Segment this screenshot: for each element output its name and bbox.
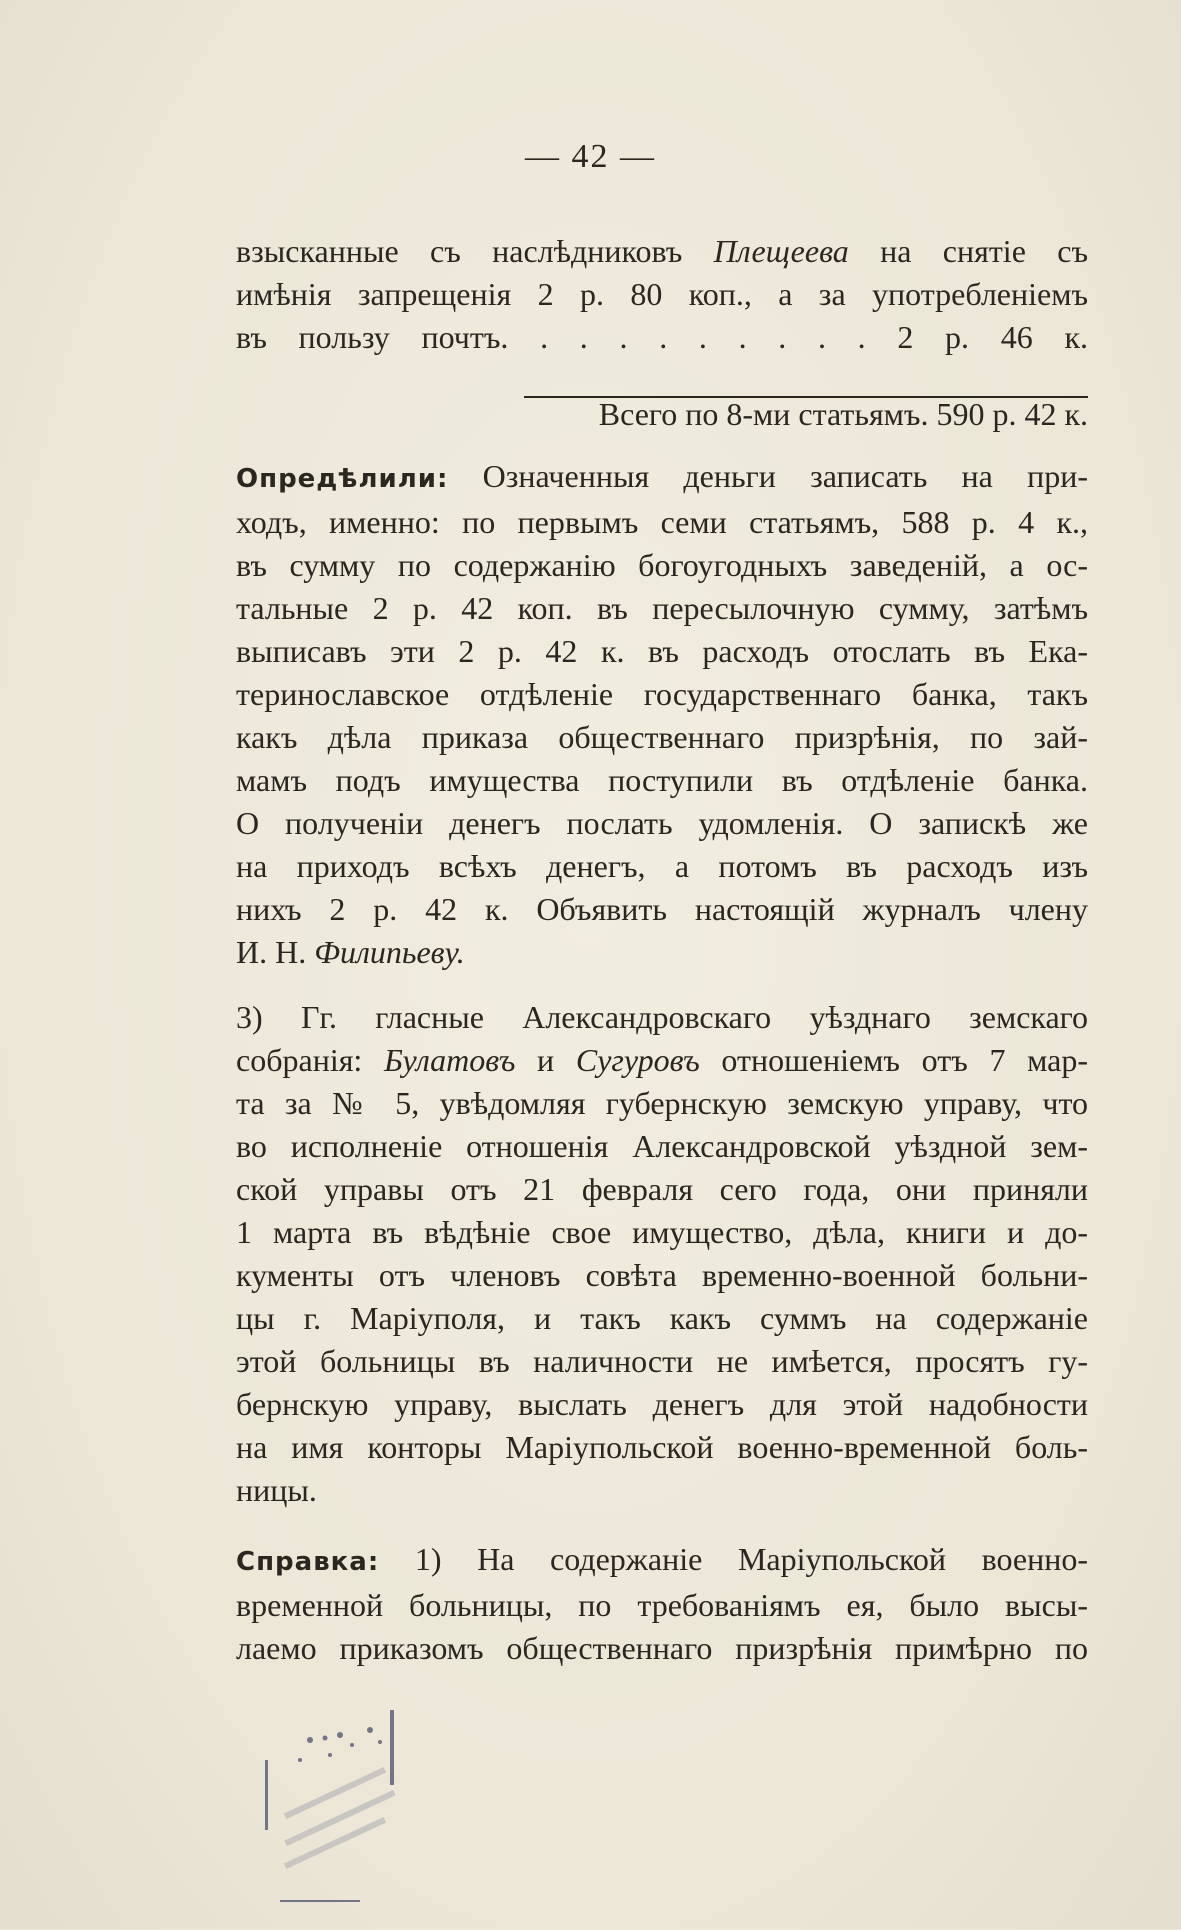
text-run: И. Н. <box>236 934 315 970</box>
text-line <box>236 630 1088 673</box>
text-line <box>236 1039 1088 1082</box>
text-line <box>236 1627 1088 1670</box>
resolution-paragraph <box>236 455 1088 974</box>
text-run: цы г. Маріуполя, и такъ какъ суммъ на содержаніе <box>236 1300 1088 1336</box>
text-line <box>236 802 1088 845</box>
section-heading: Справка: <box>236 1547 380 1577</box>
text-run: теринославское отдѣленіе государственнаго банка, такъ <box>236 676 1088 712</box>
paragraph-block-1 <box>236 230 1088 359</box>
text-run: на имя конторы Маріупольской военно-временной боль- <box>236 1429 1088 1465</box>
text-line <box>236 1211 1088 1254</box>
text-line <box>236 1383 1088 1426</box>
text-line <box>236 273 1088 316</box>
library-stamp <box>130 1700 410 1930</box>
text-line <box>236 716 1088 759</box>
text-run: въ пользу почтъ. . . . . . . . . . 2 р. 46 к. <box>236 319 1088 355</box>
text-run: взысканные съ наслѣдниковъ <box>236 233 714 269</box>
page-number: — 42 — <box>525 138 656 175</box>
text-run: какъ дѣла приказа общественнаго призрѣнія, по зай- <box>236 719 1088 755</box>
text-run: временной больницы, по требованіямъ ея, было высы- <box>236 1587 1088 1623</box>
text-run: въ сумму по содержанію богоугодныхъ заведеній, а ос- <box>236 547 1088 583</box>
text-line <box>236 544 1088 587</box>
text-run: нихъ 2 р. 42 к. Объявить настоящій журналъ члену <box>236 891 1088 927</box>
total-line-wrap <box>236 393 1088 436</box>
italic-name: Сугуровъ <box>575 1042 700 1078</box>
text-line <box>236 455 1088 501</box>
total-line: Всего по 8-ми статьямъ. 590 р. 42 к. <box>598 396 1088 432</box>
text-run: имѣнія запрещенія 2 р. 80 коп., а за употребленіемъ <box>236 276 1088 312</box>
text-line <box>236 587 1088 630</box>
text-line <box>236 316 1088 359</box>
text-line <box>236 230 1088 273</box>
italic-name: Филипьеву. <box>314 934 465 970</box>
reference-paragraph <box>236 1538 1088 1670</box>
text-run: во исполненіе отношенія Александровской уѣздной зем- <box>236 1128 1088 1164</box>
text-run: отношеніемъ отъ 7 мар- <box>699 1042 1088 1078</box>
text-line <box>236 1469 1088 1512</box>
text-run: бернскую управу, выслать денегъ для этой надобности <box>236 1386 1088 1422</box>
text-line <box>236 1125 1088 1168</box>
text-line <box>236 888 1088 931</box>
text-run: и <box>515 1042 576 1078</box>
item-3-paragraph <box>236 996 1088 1512</box>
text-run: мамъ подъ имущества поступили въ отдѣленіе банка. <box>236 762 1088 798</box>
text-run: 3) Гг. гласные Александровскаго уѣзднаго земскаго <box>236 999 1088 1035</box>
text-run: кументы отъ членовъ совѣта временно-военной больни- <box>236 1257 1088 1293</box>
text-line <box>236 1254 1088 1297</box>
text-line <box>236 1168 1088 1211</box>
text-run: та за № 5, увѣдомляя губернскую земскую управу, что <box>236 1085 1088 1121</box>
text-line <box>236 759 1088 802</box>
text-run: ходъ, именно: по первымъ семи статьямъ, 588 р. 4 к., <box>236 504 1088 540</box>
text-line <box>236 1082 1088 1125</box>
text-line <box>236 845 1088 888</box>
text-run: лаемо приказомъ общественнаго призрѣнія примѣрно по <box>236 1630 1088 1666</box>
text-run: ницы. <box>236 1472 317 1508</box>
text-line <box>236 996 1088 1039</box>
text-run: 1 марта въ вѣдѣніе свое имущество, дѣла, книги и до- <box>236 1214 1088 1250</box>
text-line <box>236 1297 1088 1340</box>
text-run: О полученіи денегъ послать удомленія. О запискѣ же <box>236 805 1088 841</box>
text-run: ской управы отъ 21 февраля сего года, они приняли <box>236 1171 1088 1207</box>
text-line <box>236 501 1088 544</box>
text-line <box>236 1584 1088 1627</box>
text-line <box>236 1538 1088 1584</box>
italic-name: Булатовъ <box>384 1042 516 1078</box>
italic-name: Плещеева <box>713 233 849 269</box>
text-run: 1) На содержаніе Маріупольской военно- <box>379 1541 1088 1577</box>
text-line <box>236 673 1088 716</box>
text-run: тальные 2 р. 42 коп. въ пересылочную сумму, затѣмъ <box>236 590 1088 626</box>
text-line <box>236 1426 1088 1469</box>
text-line <box>236 1340 1088 1383</box>
text-run: выписавъ эти 2 р. 42 к. въ расходъ отослать въ Ека- <box>236 633 1088 669</box>
text-run: собранія: <box>236 1042 384 1078</box>
text-run: Означенныя деньги записать на при- <box>448 458 1088 494</box>
section-heading: Опредѣлили: <box>236 464 449 494</box>
text-run: этой больницы въ наличности не имѣется, просятъ гу- <box>236 1343 1088 1379</box>
text-run: на снятіе съ <box>848 233 1088 269</box>
text-line <box>236 931 1088 974</box>
text-run: на приходъ всѣхъ денегъ, а потомъ въ расходъ изъ <box>236 848 1088 884</box>
